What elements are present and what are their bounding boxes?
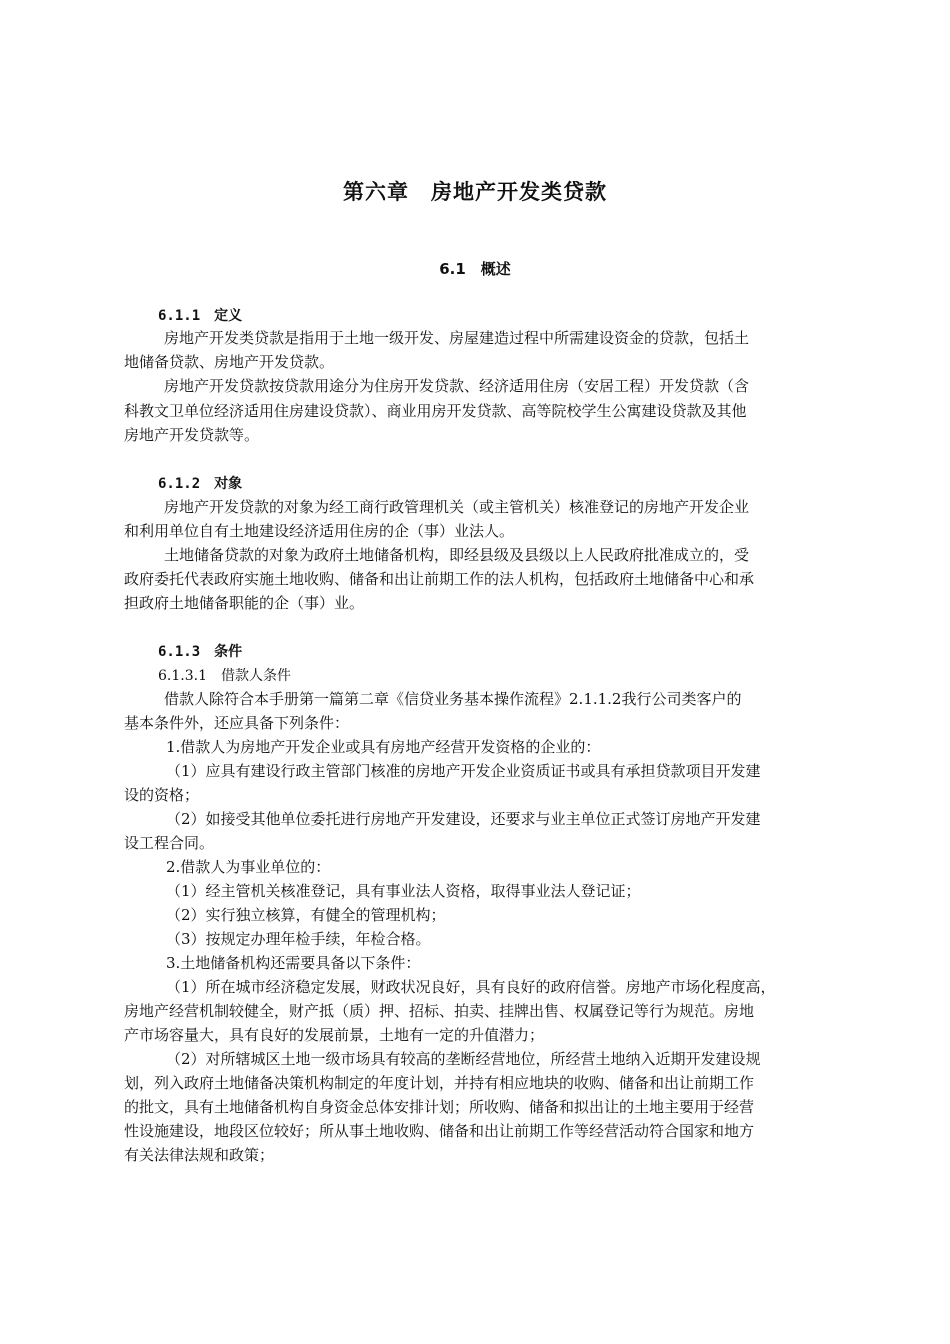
paragraph-line: 房地产经营机制较健全，财产抵（质）押、招标、拍卖、挂牌出售、权属登记等行为规范。房地 (124, 1002, 755, 1020)
list-item: （1）应具有建设行政主管部门核准的房地产开发企业资质证书或具有承担贷款项目开发建 (166, 762, 761, 780)
sub-subsection-heading: 6.1.3.1 借款人条件 (158, 668, 291, 684)
paragraph-line: 政府委托代表政府实施土地收购、储备和出让前期工作的法人机构，包括政府土地储备中心和承 (124, 570, 755, 588)
list-item: （2）实行独立核算，有健全的管理机构； (166, 906, 446, 924)
paragraph-line: 的批文，具有土地储备机构自身资金总体安排计划；所收购、储备和拟出让的土地主要用于经营 (124, 1098, 755, 1116)
subsection-heading-conditions: 6.1.3 条件 (158, 644, 243, 660)
list-item: （1）所在城市经济稳定发展，财政状况良好，具有良好的政府信誉。房地产市场化程度高， (166, 978, 776, 996)
paragraph-line: 性设施建设，地段区位较好；所从事土地收购、储备和出让前期工作等经营活动符合国家和地方 (124, 1122, 755, 1140)
paragraph-line: 房地产开发贷款等。 (124, 426, 260, 444)
paragraph-line: 借款人除符合本手册第一篇第二章《信贷业务基本操作流程》2.1.1.2我行公司类客户的 (164, 690, 742, 708)
paragraph-line: 划，列入政府土地储备决策机构制定的年度计划，并持有相应地块的收购、储备和出让前期工作 (124, 1074, 755, 1092)
paragraph-line: 产市场容量大，具有良好的发展前景，土地有一定的升值潜力； (124, 1026, 545, 1044)
paragraph-line: 基本条件外，还应具备下列条件： (124, 714, 350, 732)
list-item: （2）如接受其他单位委托进行房地产开发建设，还要求与业主单位正式签订房地产开发建 (166, 810, 761, 828)
paragraph-line: 房地产开发贷款按贷款用途分为住房开发贷款、经济适用住房（安居工程）开发贷款（含 (164, 377, 750, 395)
paragraph-line: 地储备贷款、房地产开发贷款。 (124, 353, 335, 371)
list-item: 1.借款人为房地产开发企业或具有房地产经营开发资格的企业的： (166, 738, 601, 756)
chapter-title: 第六章 房地产开发类贷款 (343, 180, 607, 204)
paragraph-line: 土地储备贷款的对象为政府土地储备机构，即经县级及县级以上人民政府批准成立的，受 (164, 546, 750, 564)
paragraph-line: 有关法律法规和政策； (124, 1146, 275, 1164)
list-item: 3.土地储备机构还需要具备以下条件： (166, 954, 421, 972)
paragraph-line: 设的资格； (124, 786, 200, 804)
list-item: （2）对所辖城区土地一级市场具有较高的垄断经营地位，所经营土地纳入近期开发建设规 (166, 1050, 761, 1068)
subsection-heading-definition: 6.1.1 定义 (158, 308, 243, 324)
section-title: 6.1 概述 (439, 260, 511, 278)
paragraph-line: 房地产开发贷款的对象为经工商行政管理机关（或主管机关）核准登记的房地产开发企业 (164, 498, 750, 516)
paragraph-line: 科教文卫单位经济适用住房建设贷款）、商业用房开发贷款、高等院校学生公寓建设贷款及其他 (124, 402, 747, 420)
paragraph-line: 和利用单位自有土地建设经济适用住房的企（事）业法人。 (124, 522, 515, 540)
paragraph-line: 房地产开发类贷款是指用于土地一级开发、房屋建造过程中所需建设资金的贷款，包括土 (164, 329, 750, 347)
paragraph-line: 设工程合同。 (124, 834, 215, 852)
subsection-heading-object: 6.1.2 对象 (158, 476, 243, 492)
list-item: （1）经主管机关核准登记，具有事业法人资格，取得事业法人登记证； (166, 882, 641, 900)
list-item: （3）按规定办理年检手续，年检合格。 (166, 930, 431, 948)
paragraph-line: 担政府土地储备职能的企（事）业。 (124, 594, 365, 612)
list-item: 2.借款人为事业单位的： (166, 858, 331, 876)
